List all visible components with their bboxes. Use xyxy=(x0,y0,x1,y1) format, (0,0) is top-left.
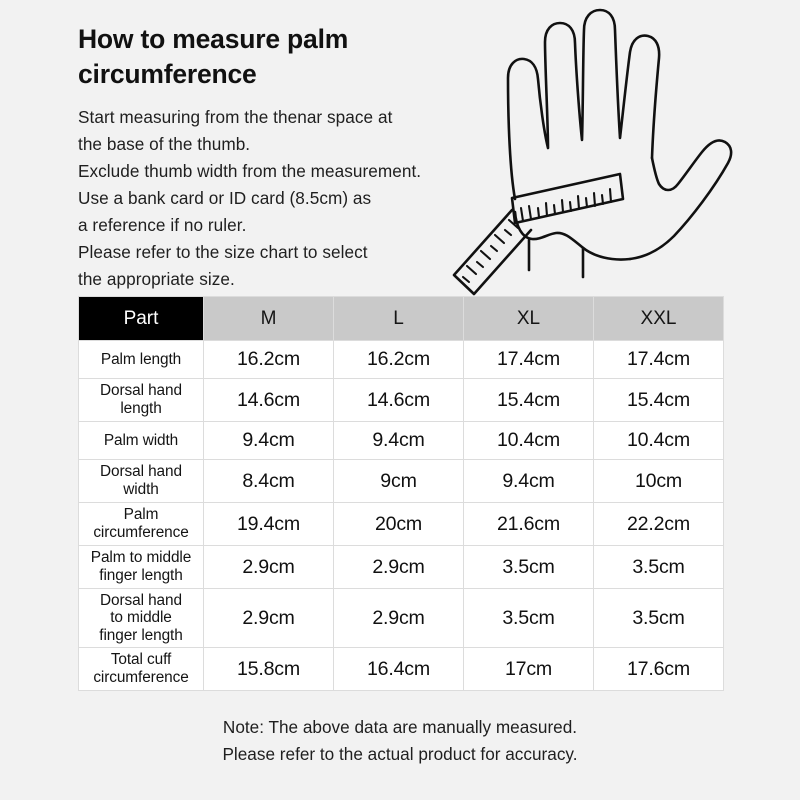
cell-l: 2.9cm xyxy=(334,589,464,648)
table-row xyxy=(79,503,724,546)
size-table xyxy=(78,296,724,691)
column-header-size-xxl: XXL xyxy=(594,297,724,341)
cell-xl: 17.4cm xyxy=(464,341,594,379)
cell-l: 2.9cm xyxy=(334,546,464,589)
row-label: Palm to middle finger length xyxy=(79,546,204,589)
hand-with-measuring-tape-icon xyxy=(452,2,792,297)
table-row xyxy=(79,341,724,379)
cell-m: 16.2cm xyxy=(204,341,334,379)
table-row xyxy=(79,546,724,589)
intro-line: Exclude thumb width from the measurement. xyxy=(78,161,422,182)
table-row xyxy=(79,648,724,691)
cell-l: 9cm xyxy=(334,460,464,503)
page-title: How to measure palm circumference xyxy=(78,24,349,90)
cell-m: 2.9cm xyxy=(204,546,334,589)
size-chart xyxy=(78,296,723,691)
cell-xxl: 3.5cm xyxy=(594,546,724,589)
table-row xyxy=(79,379,724,422)
cell-xxl: 10cm xyxy=(594,460,724,503)
cell-xl: 15.4cm xyxy=(464,379,594,422)
table-header-row xyxy=(79,297,724,341)
row-label: Dorsal hand width xyxy=(79,460,204,503)
cell-xl: 9.4cm xyxy=(464,460,594,503)
table-row xyxy=(79,422,724,460)
cell-m: 8.4cm xyxy=(204,460,334,503)
cell-xl: 17cm xyxy=(464,648,594,691)
cell-m: 14.6cm xyxy=(204,379,334,422)
intro-line: a reference if no ruler. xyxy=(78,215,247,236)
cell-m: 15.8cm xyxy=(204,648,334,691)
column-header-part: Part xyxy=(79,297,204,341)
footer-note-line-1: Note: The above data are manually measured. xyxy=(222,717,578,737)
intro-line: Use a bank card or ID card (8.5cm) as xyxy=(78,188,372,209)
intro-line: the base of the thumb. xyxy=(78,134,251,155)
cell-l: 16.4cm xyxy=(334,648,464,691)
cell-xxl: 10.4cm xyxy=(594,422,724,460)
cell-xl: 21.6cm xyxy=(464,503,594,546)
row-label: Dorsal hand to middle finger length xyxy=(79,589,204,648)
cell-l: 20cm xyxy=(334,503,464,546)
intro-block xyxy=(78,22,508,293)
cell-xxl: 15.4cm xyxy=(594,379,724,422)
row-label: Palm circumference xyxy=(79,503,204,546)
cell-xl: 10.4cm xyxy=(464,422,594,460)
cell-xxl: 22.2cm xyxy=(594,503,724,546)
cell-m: 19.4cm xyxy=(204,503,334,546)
cell-l: 14.6cm xyxy=(334,379,464,422)
cell-xl: 3.5cm xyxy=(464,546,594,589)
cell-l: 9.4cm xyxy=(334,422,464,460)
footer-note xyxy=(0,714,800,768)
row-label: Total cuff circumference xyxy=(79,648,204,691)
cell-m: 2.9cm xyxy=(204,589,334,648)
cell-l: 16.2cm xyxy=(334,341,464,379)
column-header-size-l: L xyxy=(334,297,464,341)
row-label: Palm width xyxy=(79,422,204,460)
cell-xxl: 3.5cm xyxy=(594,589,724,648)
cell-xxl: 17.4cm xyxy=(594,341,724,379)
cell-m: 9.4cm xyxy=(204,422,334,460)
table-head xyxy=(79,297,724,341)
table-row xyxy=(79,460,724,503)
intro-instructions xyxy=(78,104,508,292)
table-body xyxy=(79,341,724,691)
row-label: Palm length xyxy=(79,341,204,379)
cell-xxl: 17.6cm xyxy=(594,648,724,691)
table-row xyxy=(79,589,724,648)
intro-line: the appropriate size. xyxy=(78,269,235,289)
column-header-size-xl: XL xyxy=(464,297,594,341)
footer-note-line-2: Please refer to the actual product for accuracy. xyxy=(222,744,578,765)
intro-line: Start measuring from the thenar space at xyxy=(78,107,393,128)
cell-xl: 3.5cm xyxy=(464,589,594,648)
row-label: Dorsal hand length xyxy=(79,379,204,422)
column-header-size-m: M xyxy=(204,297,334,341)
intro-line: Please refer to the size chart to select xyxy=(78,242,368,263)
